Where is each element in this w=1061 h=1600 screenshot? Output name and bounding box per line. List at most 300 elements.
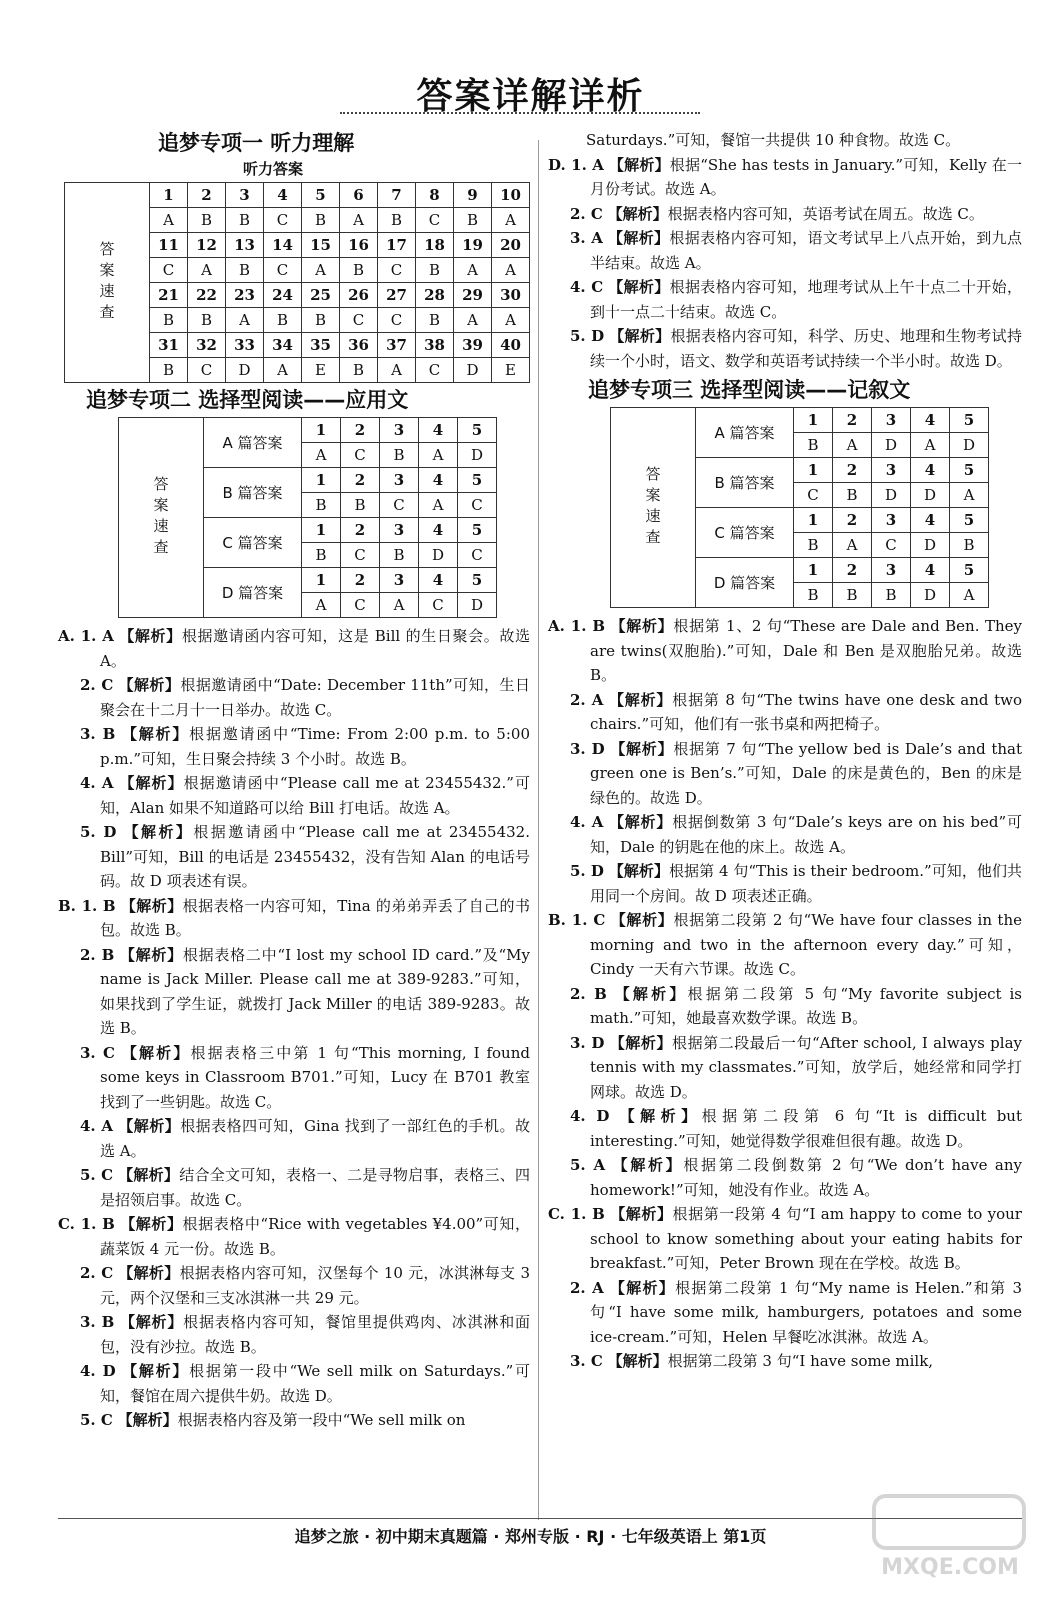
right-explanations [548,614,1022,1374]
question-number-cell: 5 [458,468,497,493]
explanation-text: 根据表格内容及第一段中“We sell milk on [177,1411,466,1429]
passage-label: D 篇答案 [204,568,302,618]
question-label: 2. C [80,676,114,694]
page-title: 答案详解详析 [416,76,645,117]
question-number-cell: 5 [302,183,340,208]
explanation-item [58,624,530,673]
answer-cell: A [950,583,989,608]
explanation-item [548,1202,1022,1276]
explanation-text: 根据表格中“Rice with vegetables ¥4.00”可知，蔬菜饭 4 元一份。故选 B。 [100,1215,530,1258]
question-number-cell: 4 [911,558,950,583]
question-number-cell: 3 [380,418,419,443]
answer-cell: B [150,308,188,333]
answer-cell: B [341,493,380,518]
explanation-text: 根据表格二中“I lost my school ID card.”及“My name is Jack Miller. Please call me at 389-9283.”可知，如果找到了学生证，就拨打 Jack Miller 的电话 389-9283。故选 B。 [100,945,531,1037]
question-label: 3. C [570,1352,603,1370]
question-number-cell: 25 [302,283,340,308]
question-label: 5. D [80,823,117,841]
question-number-cell: 1 [794,558,833,583]
question-number-cell: 22 [188,283,226,308]
answer-cell: A [302,443,341,468]
analysis-tag: 【解析】 [612,1156,684,1174]
answer-cell: A [833,533,872,558]
analysis-tag: 【解析】 [619,1107,702,1125]
answer-cell: C [150,258,188,283]
question-number-cell: 2 [833,508,872,533]
section-3-title: 追梦专项三 选择型阅读——记叙文 [588,378,911,402]
analysis-tag: 【解析】 [608,278,670,296]
explanation-text: 根据第 8 句“The twins have one desk and two chairs.”可知，他们有一张书桌和两把椅子。 [590,690,1022,733]
explanation-item [548,614,1022,688]
question-label: 4. A [80,774,114,792]
answer-cell: C [458,493,497,518]
answer-cell: A [492,258,530,283]
question-label: B. 1. B [58,896,116,915]
explanation-item [58,1041,530,1115]
explanation-item [58,1408,530,1433]
question-label: 5. D [570,327,605,345]
answer-cell: A [911,433,950,458]
analysis-tag: 【解析】 [121,1043,191,1062]
answer-cell: B [340,258,378,283]
explanation-text: 根据第 7 句“The yellow bed is Dale’s and that green one is Ben’s.”可知，Dale 的床是黄色的，Ben 的床是绿色的。故选 D。 [590,739,1022,807]
question-number-cell: 28 [416,283,454,308]
question-number-cell: 2 [341,468,380,493]
answer-cell: A [492,308,530,333]
question-label: 3. B [80,725,116,743]
answer-cell: B [226,208,264,233]
question-number-cell: 38 [416,333,454,358]
question-number-cell: 5 [458,418,497,443]
answer-cell: B [302,208,340,233]
question-number-cell: 5 [950,408,989,433]
explanation-item [548,275,1022,324]
listening-answer-table [64,182,530,383]
left-explanations [58,624,530,1433]
question-label: 3. B [80,1313,115,1331]
explanation-item [58,894,530,943]
explanation-text: 根据表格一内容可知，Tina 的弟弟弄丢了自己的书包。故选 B。 [100,896,530,939]
section-3-answer-table [610,407,989,608]
answer-cell: B [380,443,419,468]
passage-label: B 篇答案 [204,468,302,518]
answer-cell: B [380,543,419,568]
question-number-cell: 31 [150,333,188,358]
question-number-cell: 3 [872,558,911,583]
passage-label: A 篇答案 [204,418,302,468]
explanation-item [58,943,530,1041]
question-number-cell: 30 [492,283,530,308]
analysis-tag: 【解析】 [610,739,674,758]
explanation-item [58,722,530,771]
answer-cell: C [380,493,419,518]
analysis-tag: 【解析】 [118,676,181,694]
question-number-cell: 33 [226,333,264,358]
explanation-item [548,1031,1022,1105]
question-number-cell: 17 [378,233,416,258]
explanation-item [58,771,530,820]
answer-cell: C [416,358,454,383]
answer-cell: C [378,258,416,283]
answer-cell: D [911,583,950,608]
question-label: 2. B [570,984,607,1003]
question-number-cell: 3 [226,183,264,208]
explanation-text: 根据第二段第 3 句“I have some milk, [667,1352,934,1370]
answer-cell: B [302,543,341,568]
answer-cell: B [416,258,454,283]
explanation-text: Saturdays.”可知，餐馆一共提供 10 种食物。故选 C。 [586,131,961,149]
question-number-cell: 6 [340,183,378,208]
explanation-text: 根据邀请函内容可知，这是 Bill 的生日聚会。故选 A。 [100,627,530,670]
right-column [548,128,1022,1374]
question-number-cell: 12 [188,233,226,258]
question-number-cell: 4 [264,183,302,208]
question-number-cell: 1 [302,568,341,593]
question-label: D. 1. A [548,155,604,174]
explanation-text: 根据“She has tests in January.”可知，Kelly 在一月份考试。故选 A。 [590,155,1022,198]
row-head: 答案速查 [65,183,150,383]
column-divider [538,140,539,1520]
question-label: A. 1. A [58,627,114,645]
answer-cell: B [833,483,872,508]
question-label: 5. C [80,1411,113,1429]
answer-cell: C [264,258,302,283]
answer-cell: D [872,433,911,458]
answer-cell: D [458,593,497,618]
explanation-item [548,810,1022,859]
question-number-cell: 4 [419,518,458,543]
analysis-tag: 【解析】 [117,1411,178,1429]
question-number-cell: 34 [264,333,302,358]
question-label: 4. A [570,813,604,831]
analysis-tag: 【解析】 [614,984,688,1003]
question-number-cell: 5 [950,558,989,583]
question-label: 3. D [570,739,605,758]
answer-cell: C [188,358,226,383]
explanation-text: 根据邀请函中“Date: December 11th”可知，生日聚会在十二月十一日举办。故选 C。 [100,676,530,719]
explanation-text: 根据表格四可知，Gina 找到了一部红色的手机。故选 A。 [100,1117,530,1160]
explanation-item [548,737,1022,811]
answer-cell: C [340,308,378,333]
row-head: 答案速查 [611,408,696,608]
analysis-tag: 【解析】 [608,229,670,247]
answer-cell: A [150,208,188,233]
question-label: 2. C [570,204,603,223]
question-number-cell: 39 [454,333,492,358]
explanation-item [58,1114,530,1163]
analysis-tag: 【解析】 [120,1215,183,1233]
explanation-item [58,820,530,894]
question-number-cell: 4 [911,458,950,483]
analysis-tag: 【解析】 [119,627,182,645]
question-number-cell: 4 [911,408,950,433]
question-number-cell: 16 [340,233,378,258]
section-3-table-wrap [610,407,1022,608]
question-number-cell: 1 [794,408,833,433]
answer-cell: C [794,483,833,508]
question-number-cell: 15 [302,233,340,258]
answer-cell: A [302,593,341,618]
answer-cell: D [419,543,458,568]
answer-cell: A [454,258,492,283]
explanation-item [548,688,1022,737]
analysis-tag: 【解析】 [118,1166,180,1184]
answer-cell: B [302,308,340,333]
explanation-text: 根据表格内容可知，英语考试在周五。故选 C。 [667,204,984,223]
question-number-cell: 29 [454,283,492,308]
explanation-text: 根据第二段倒数第 2 句“We don’t have any homework!”可知，她没有作业。故选 A。 [590,1156,1022,1199]
question-number-cell: 18 [416,233,454,258]
answer-cell: C [378,308,416,333]
explanation-text: 根据第一段第 4 句“I am happy to come to your school to know something about your eating habits for breakfast.”可知，Peter Brown 现在在学校。故选 B。 [590,1205,1022,1272]
explanation-item [548,1276,1022,1350]
question-number-cell: 24 [264,283,302,308]
section-2-table-wrap [118,417,530,618]
answer-cell: A [833,433,872,458]
question-number-cell: 27 [378,283,416,308]
answer-cell: D [454,358,492,383]
explanation-text: 根据第二段第 6 句“It is difficult but interesting.”可知，她觉得数学很难但很有趣。故选 D。 [590,1107,1022,1150]
answer-cell: B [264,308,302,333]
answer-cell: C [872,533,911,558]
question-label: 2. A [570,1278,604,1297]
explanation-item [58,673,530,722]
answer-cell: A [226,308,264,333]
question-label: 2. A [570,690,604,709]
question-label: 4. D [570,1107,610,1125]
analysis-tag: 【解析】 [122,1362,190,1380]
question-number-cell: 19 [454,233,492,258]
question-number-cell: 1 [150,183,188,208]
question-number-cell: 2 [833,408,872,433]
answer-cell: E [492,358,530,383]
explanation-item [58,1163,530,1212]
explanation-item [548,226,1022,275]
explanation-item [548,324,1022,373]
passage-label: C 篇答案 [696,508,794,558]
question-number-cell: 4 [911,508,950,533]
answer-cell: A [454,308,492,333]
explanation-item [548,128,1022,153]
explanation-text: 根据邀请函中“Time: From 2:00 p.m. to 5:00 p.m.”可知，生日聚会持续 3 个小时。故选 B。 [100,725,530,768]
answer-cell: D [226,358,264,383]
question-number-cell: 5 [458,568,497,593]
explanation-item [548,1153,1022,1202]
question-number-cell: 1 [794,458,833,483]
question-number-cell: 2 [833,458,872,483]
question-number-cell: 21 [150,283,188,308]
answer-cell: C [341,593,380,618]
question-number-cell: 4 [419,418,458,443]
explanation-item [548,1104,1022,1153]
question-number-cell: 4 [419,568,458,593]
question-number-cell: 10 [492,183,530,208]
answer-cell: D [911,483,950,508]
answer-cell: A [419,493,458,518]
question-number-cell: 3 [380,568,419,593]
explanation-item [548,982,1022,1031]
listening-answer-table-wrap [64,182,530,383]
question-label: 5. D [570,862,604,880]
title-divider [340,112,700,114]
answer-cell: B [794,583,833,608]
question-label: 3. D [570,1033,605,1052]
question-number-cell: 2 [341,518,380,543]
question-number-cell: 20 [492,233,530,258]
question-label: B. 1. C [548,911,606,929]
section-2-answer-table [118,417,497,618]
answer-cell: B [416,308,454,333]
passage-label: D 篇答案 [696,558,794,608]
table-row [611,408,989,433]
question-label: 4. D [80,1362,116,1380]
question-number-cell: 1 [794,508,833,533]
page-footer: 追梦之旅 · 初中期末真题篇 · 郑州专版 · RJ · 七年级英语上 第1页 [294,1527,767,1546]
answer-cell: C [458,543,497,568]
answer-cell: C [341,443,380,468]
answer-cell: A [302,258,340,283]
analysis-tag: 【解析】 [610,617,674,635]
question-number-cell: 37 [378,333,416,358]
question-label: 5. A [570,1156,606,1174]
analysis-tag: 【解析】 [120,896,183,915]
analysis-tag: 【解析】 [610,1205,673,1223]
analysis-tag: 【解析】 [608,690,673,709]
answer-cell: B [378,208,416,233]
analysis-tag: 【解析】 [607,204,668,223]
analysis-tag: 【解析】 [609,327,671,345]
answer-cell: B [794,433,833,458]
explanation-item [548,908,1022,982]
question-number-cell: 3 [380,518,419,543]
explanation-text: 根据邀请函中“Please call me at 23455432.”可知，Alan 如果不知道路可以给 Bill 打电话。故选 A。 [100,774,530,817]
question-number-cell: 3 [872,508,911,533]
question-label: 4. C [570,278,604,296]
analysis-tag: 【解析】 [608,813,673,831]
explanation-text: 根据第二段第 1 句“My name is Helen.”和第 3 句“I have some milk, hamburgers, potatoes and some ice-cream.”可知，Helen 早餐吃冰淇淋。故选 A。 [590,1278,1022,1346]
explanation-text: 根据表格内容可知，汉堡每个 10 元，冰淇淋每支 3 元，两个汉堡和三支冰淇淋一共 29 元。 [100,1264,530,1307]
question-number-cell: 32 [188,333,226,358]
question-label: C. 1. B [58,1215,115,1233]
question-number-cell: 9 [454,183,492,208]
question-number-cell: 8 [416,183,454,208]
explanation-text: 根据表格内容可知，餐馆里提供鸡肉、冰淇淋和面包，没有沙拉。故选 B。 [100,1313,530,1356]
question-label: 3. A [570,229,603,247]
answer-cell: C [264,208,302,233]
answer-cell: B [454,208,492,233]
question-number-cell: 23 [226,283,264,308]
watermark-logo [870,1490,1040,1580]
explanation-text: 根据第二段第 2 句“We have four classes in the morning and two in the afternoon every day.”可知，Cindy 一天有六节课。故选 C。 [590,911,1022,978]
question-number-cell: 14 [264,233,302,258]
passage-label: A 篇答案 [696,408,794,458]
section-2-title: 追梦专项二 选择型阅读——应用文 [86,388,409,412]
analysis-tag: 【解析】 [609,1033,673,1052]
answer-cell: B [794,533,833,558]
question-label: A. 1. B [548,617,606,635]
question-number-cell: 2 [341,568,380,593]
analysis-tag: 【解析】 [121,725,190,743]
analysis-tag: 【解析】 [608,155,670,174]
analysis-tag: 【解析】 [609,1278,676,1297]
analysis-tag: 【解析】 [607,1352,668,1370]
answer-cell: A [340,208,378,233]
answer-cell: A [419,443,458,468]
question-number-cell: 1 [302,418,341,443]
answer-cell: C [416,208,454,233]
row-head: 答案速查 [119,418,204,618]
question-label: 2. C [80,1264,114,1282]
explanation-text: 结合全文可知，表格一、二是寻物启事，表格三、四是招领启事。故选 C。 [100,1166,530,1209]
explanation-item [548,1349,1022,1374]
answer-cell: B [833,583,872,608]
analysis-tag: 【解析】 [118,1264,180,1282]
explanation-text: 根据倒数第 3 句“Dale’s keys are on his bed”可知，Dale 的钥匙在他的床上。故选 A。 [590,813,1022,856]
question-number-cell: 1 [302,468,341,493]
question-label: 2. B [80,945,115,964]
explanation-item [58,1261,530,1310]
question-number-cell: 4 [419,468,458,493]
explanation-text: 根据表格内容可知，地理考试从上午十点二十开始，到十一点二十结束。故选 C。 [590,278,1022,321]
question-number-cell: 5 [950,458,989,483]
answer-cell: A [380,593,419,618]
analysis-tag: 【解析】 [608,862,669,880]
question-number-cell: 3 [872,408,911,433]
answer-cell: D [872,483,911,508]
explanation-text: 根据第 1、2 句“These are Dale and Ben. They are twins(双胞胎).”可知，Dale 和 Ben 是双胞胎兄弟。故选 B。 [590,617,1022,684]
question-number-cell: 36 [340,333,378,358]
table-row [65,183,530,208]
answer-cell: B [188,208,226,233]
answer-cell: B [950,533,989,558]
explanation-text: 根据表格三中第 1 句“This morning, I found some keys in Classroom B701.”可知，Lucy 在 B701 教室找到了一些钥匙。故选 C。 [100,1043,530,1111]
answer-cell: B [188,308,226,333]
answer-cell: B [226,258,264,283]
analysis-tag: 【解析】 [119,1313,184,1331]
answer-cell: A [950,483,989,508]
explanation-item [548,859,1022,908]
explanation-item [58,1310,530,1359]
question-number-cell: 11 [150,233,188,258]
analysis-tag: 【解析】 [610,911,674,929]
analysis-tag: 【解析】 [119,945,183,964]
table-row [119,418,497,443]
answer-cell: E [302,358,340,383]
explanation-item [58,1212,530,1261]
question-number-cell: 5 [950,508,989,533]
question-number-cell: 2 [188,183,226,208]
question-number-cell: 3 [380,468,419,493]
question-label: 5. C [80,1166,114,1184]
passage-label: B 篇答案 [696,458,794,508]
question-number-cell: 1 [302,518,341,543]
question-number-cell: 7 [378,183,416,208]
question-number-cell: 2 [833,558,872,583]
answer-cell: C [419,593,458,618]
right-top-explanations [548,128,1022,373]
question-number-cell: 2 [341,418,380,443]
analysis-tag: 【解析】 [118,1117,181,1135]
answer-cell: B [872,583,911,608]
question-number-cell: 5 [458,518,497,543]
explanation-text: 根据表格内容可知，科学、历史、地理和生物考试持续一个小时，语文、数学和英语考试持续一个半小时。故选 D。 [590,327,1022,370]
explanation-text: 根据邀请函中“Please call me at 23455432. Bill”可知，Bill 的电话是 23455432，没有告知 Alan 的电话号码。故 D 项表述有误。 [100,823,530,890]
answer-cell: D [911,533,950,558]
section-1-subtitle: 听力答案 [242,160,303,178]
question-number-cell: 26 [340,283,378,308]
answer-cell: A [492,208,530,233]
explanation-text: 根据第二段第 5 句“My favorite subject is math.”可知，她最喜欢数学课。故选 B。 [590,984,1022,1027]
